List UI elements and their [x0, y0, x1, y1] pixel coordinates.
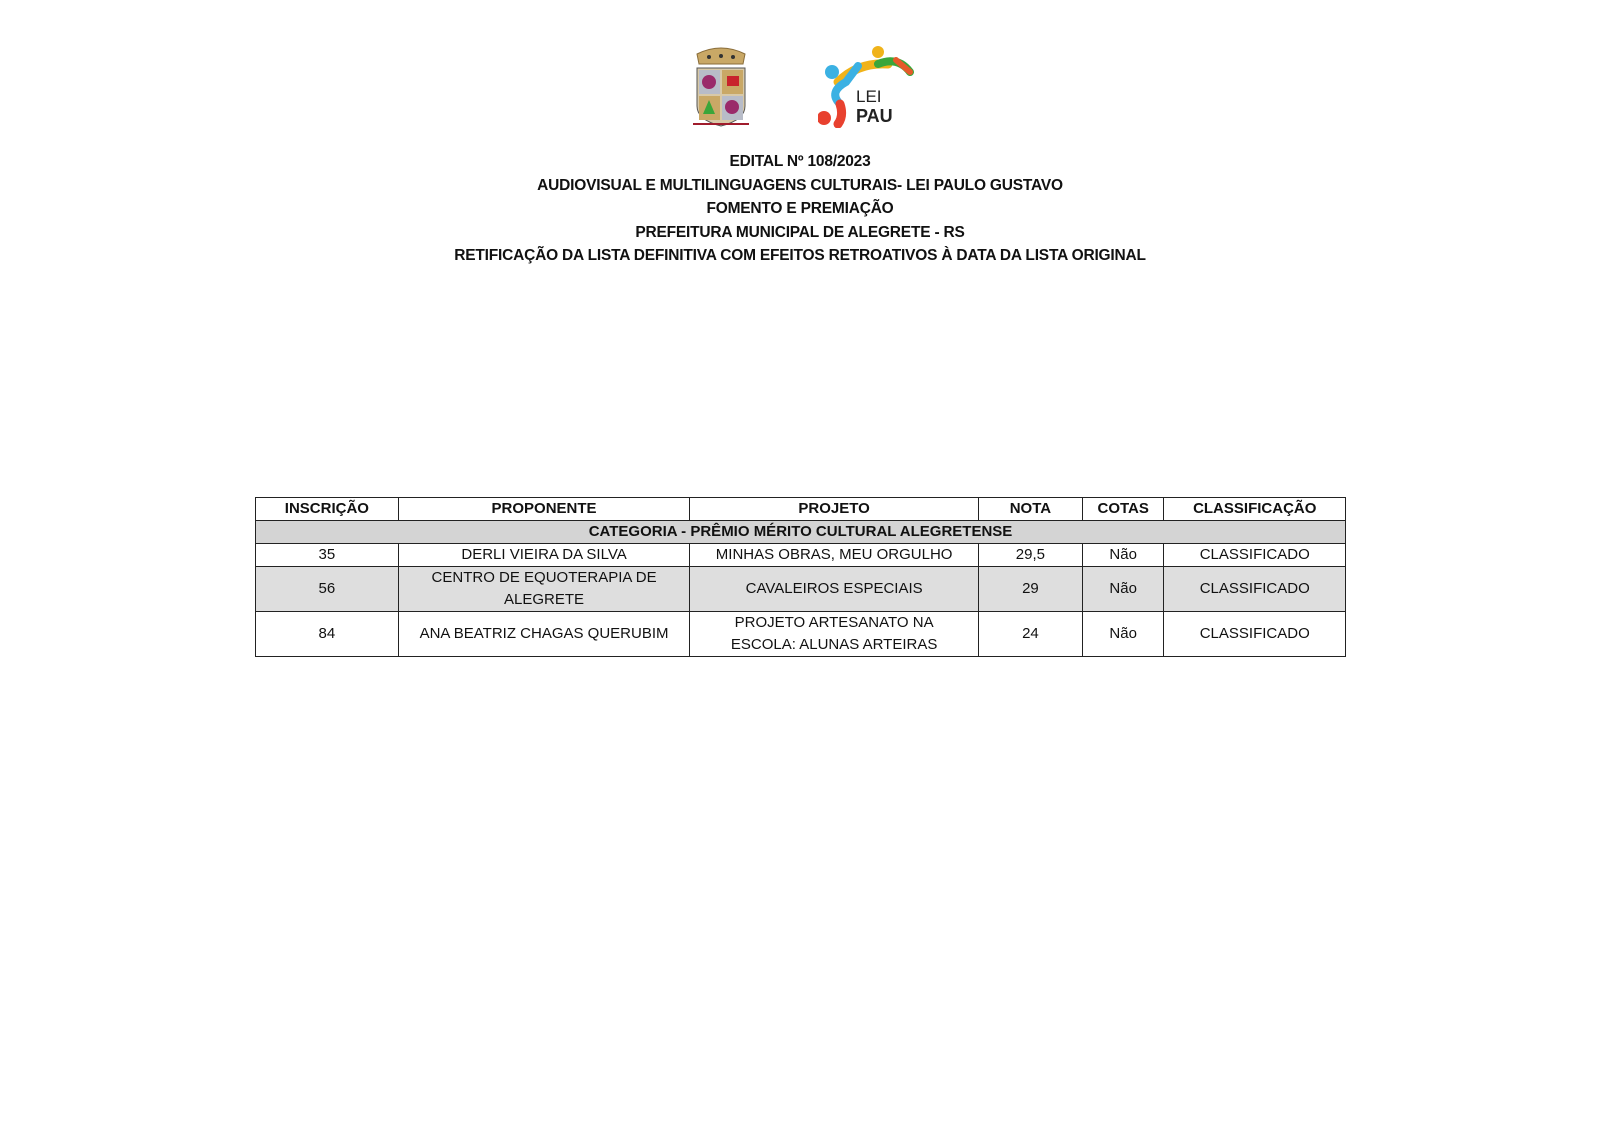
document-heading: [0, 150, 1600, 268]
column-header-inscricao: INSCRIÇÃO: [256, 498, 399, 521]
cell-projeto: CAVALEIROS ESPECIAIS: [690, 567, 979, 612]
table-row: [256, 544, 1346, 567]
table-row: [256, 612, 1346, 657]
category-row: [256, 521, 1346, 544]
cell-proponente: DERLI VIEIRA DA SILVA: [398, 544, 690, 567]
document-purpose: RETIFICAÇÃO DA LISTA DEFINITIVA COM EFEITOS RETROATIVOS À DATA DA LISTA ORIGINAL: [454, 247, 1146, 264]
lei-text: LEI: [856, 87, 882, 106]
column-header-nota: NOTA: [978, 498, 1082, 521]
category-label: CATEGORIA - PRÊMIO MÉRITO CULTURAL ALEGRETENSE: [256, 521, 1346, 544]
cell-projeto: MINHAS OBRAS, MEU ORGULHO: [690, 544, 979, 567]
coat-of-arms-icon: [691, 44, 751, 128]
column-header-classificacao: CLASSIFICAÇÃO: [1164, 498, 1346, 521]
cell-nota: 24: [978, 612, 1082, 657]
cell-classificacao: CLASSIFICADO: [1164, 567, 1346, 612]
lei-pau-logo-icon: [818, 42, 918, 128]
table-row: [256, 567, 1346, 612]
cell-cotas: Não: [1082, 544, 1164, 567]
edital-number: EDITAL Nº 108/2023: [729, 153, 871, 170]
cell-proponente: ANA BEATRIZ CHAGAS QUERUBIM: [398, 612, 690, 657]
cell-inscricao: 35: [256, 544, 399, 567]
cell-inscricao: 56: [256, 567, 399, 612]
cell-proponente: CENTRO DE EQUOTERAPIA DE ALEGRETE: [398, 567, 690, 612]
cell-classificacao: CLASSIFICADO: [1164, 544, 1346, 567]
cell-cotas: Não: [1082, 612, 1164, 657]
cell-classificacao: CLASSIFICADO: [1164, 612, 1346, 657]
cell-nota: 29,5: [978, 544, 1082, 567]
edital-subject: AUDIOVISUAL E MULTILINGUAGENS CULTURAIS- LEI PAULO GUSTAVO: [537, 176, 1063, 194]
cell-nota: 29: [978, 567, 1082, 612]
results-table: [255, 497, 1346, 657]
pau-text: PAU: [856, 106, 893, 126]
column-header-proponente: PROPONENTE: [398, 498, 690, 521]
table-header-row: [256, 498, 1346, 521]
cell-projeto: PROJETO ARTESANATO NA ESCOLA: ALUNAS ARTEIRAS: [690, 612, 979, 657]
cell-inscricao: 84: [256, 612, 399, 657]
edital-type: FOMENTO E PREMIAÇÃO: [706, 200, 894, 217]
municipality: PREFEITURA MUNICIPAL DE ALEGRETE - RS: [635, 223, 965, 241]
column-header-projeto: PROJETO: [690, 498, 979, 521]
column-header-cotas: COTAS: [1082, 498, 1164, 521]
header-logos: [0, 42, 1600, 132]
cell-cotas: Não: [1082, 567, 1164, 612]
